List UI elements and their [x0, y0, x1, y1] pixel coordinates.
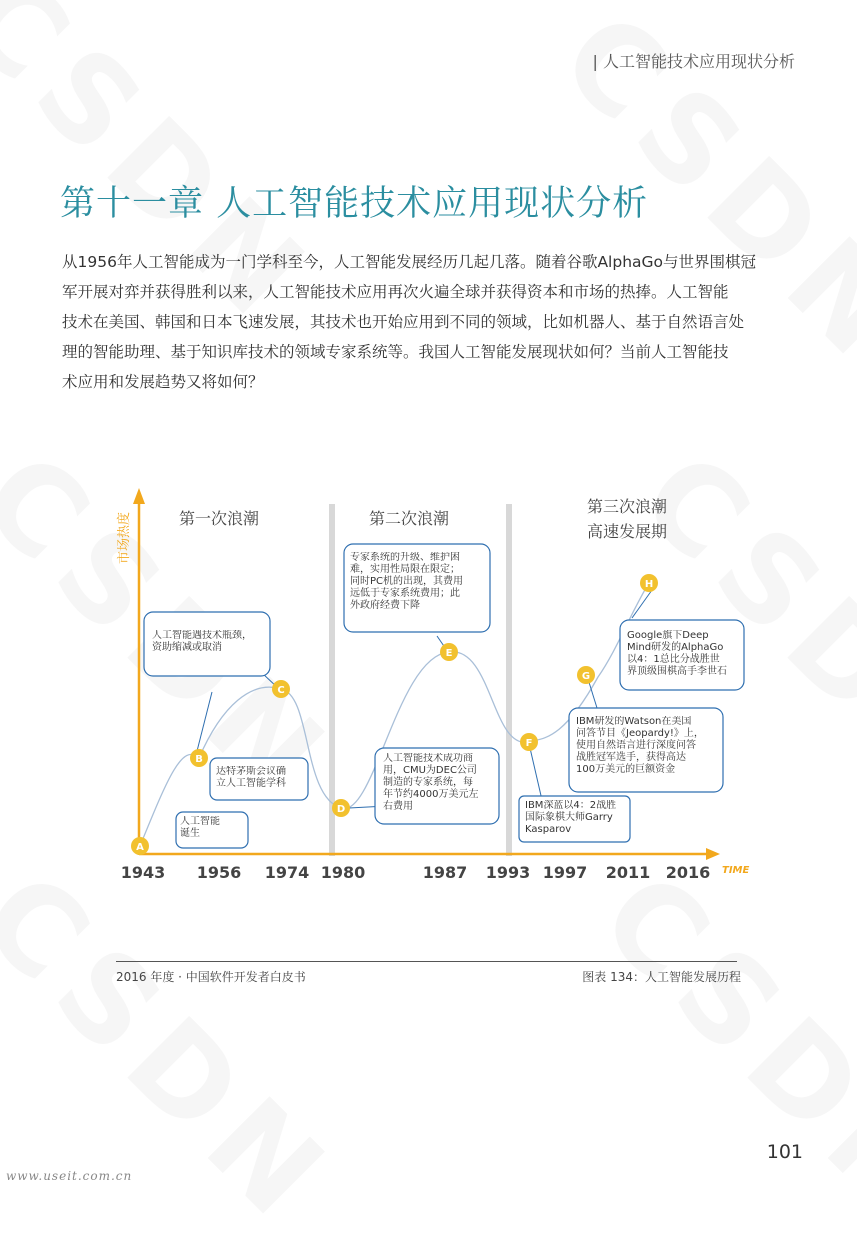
csdn-watermark: [574, 847, 857, 1251]
site-watermark: www.useit.com.cn: [6, 1169, 133, 1183]
year-label: 1980: [320, 863, 366, 882]
milestone-d: [332, 799, 350, 817]
x-axis-arrow: [706, 848, 720, 860]
svg-text:G: G: [581, 671, 591, 682]
milestone-e: [440, 643, 458, 661]
intro-line: 术应用和发展趋势又将如何？: [62, 373, 264, 391]
svg-text:B: B: [195, 754, 203, 765]
year-label: 1943: [120, 863, 166, 882]
milestone-a: [131, 837, 149, 855]
milestone-f: [520, 733, 538, 751]
svg-text:F: F: [525, 738, 533, 749]
svg-text:D: D: [336, 804, 346, 815]
svg-text:E: E: [445, 648, 453, 659]
callout-pointer: [530, 748, 542, 800]
wave-title: 第一次浪潮: [178, 509, 260, 528]
wave-title: 高速发展期: [586, 522, 668, 541]
intro-line: 从1956年人工智能成为一门学科至今，人工智能发展经历几起几落。随着谷歌AlphaGo与世界围棋冠: [62, 253, 757, 271]
callout-text-e: 专家系统的升级、维护困 难，实用性局限在限定； 同时PC机的出现，其费用 远低于专家系统费用；此 外政府经费下降: [350, 552, 464, 611]
wave-title: 第三次浪潮: [586, 497, 668, 516]
intro-line: 军开展对弈并获得胜利以来，人工智能技术应用再次火遍全球并获得资本和市场的热捧。人工智能: [62, 283, 729, 301]
milestone-h: [640, 574, 658, 592]
svg-text:A: A: [136, 842, 144, 853]
callout-text-a: 人工智能 诞生: [180, 816, 220, 839]
chapter-title: 第十一章 人工智能技术应用现状分析: [60, 184, 649, 224]
csdn-watermark: [0, 847, 359, 1251]
year-label: 1956: [196, 863, 242, 882]
ai-history-diagram: [112, 480, 752, 890]
x-axis-label: TIME: [722, 865, 750, 876]
year-labels: [121, 863, 711, 882]
milestone-g: [577, 666, 595, 684]
figure-caption: 图表 134：人工智能发展历程: [582, 970, 741, 984]
milestone-c: [272, 680, 290, 698]
running-header: | 人工智能技术应用现状分析: [592, 52, 795, 71]
intro-line: 理的智能助理、基于知识库技术的领域专家系统等。我国人工智能发展现状如何？当前人工智能技: [62, 343, 729, 361]
callout-text-b: 达特茅斯会议确 立人工智能学科: [216, 766, 286, 789]
svg-text:C: C: [277, 685, 285, 696]
wave-divider: [506, 504, 512, 856]
wave-title: 第二次浪潮: [368, 509, 450, 528]
y-axis-label: 市场热度: [117, 511, 132, 565]
callout-text-f: IBM深蓝以4：2战胜 国际象棋大师Garry Kasparov: [525, 800, 617, 835]
year-label: 1974: [264, 863, 310, 882]
year-label: 1987: [422, 863, 468, 882]
svg-text:H: H: [644, 579, 654, 590]
page-number: 101: [766, 1141, 803, 1163]
callout-text-c: 人工智能遇技术瓶颈， 资助缩减或取消: [152, 630, 252, 653]
year-label: 1993: [485, 863, 531, 882]
callout-text-d: 人工智能技术成功商 用，CMU为DEC公司 制造的专家系统，每 年节约4000万美元左 右费用: [383, 753, 479, 812]
intro-line: 技术在美国、韩国和日本飞速发展，其技术也开始应用到不同的领域，比如机器人、基于自然语言处: [62, 313, 745, 331]
footer-divider: [116, 961, 737, 962]
footer-publication: 2016 年度 · 中国软件开发者白皮书: [116, 970, 306, 984]
callout-text-h: Google旗下Deep Mind研发的AlphaGo 以4：1总比分战胜世 界顶级围棋高手李世石: [627, 630, 727, 677]
year-label: 2016: [665, 863, 711, 882]
year-label: 2011: [605, 863, 651, 882]
callout-text-g: IBM研发的Watson在美国 问答节目《Jeopardy!》上， 使用自然语言进行深度问答 战胜冠军选手，获得高达 100万美元的巨额资金: [576, 716, 704, 775]
milestone-b: [190, 749, 208, 767]
y-axis-arrow: [133, 488, 145, 504]
intro-paragraph: [62, 247, 802, 397]
year-label: 1997: [542, 863, 588, 882]
